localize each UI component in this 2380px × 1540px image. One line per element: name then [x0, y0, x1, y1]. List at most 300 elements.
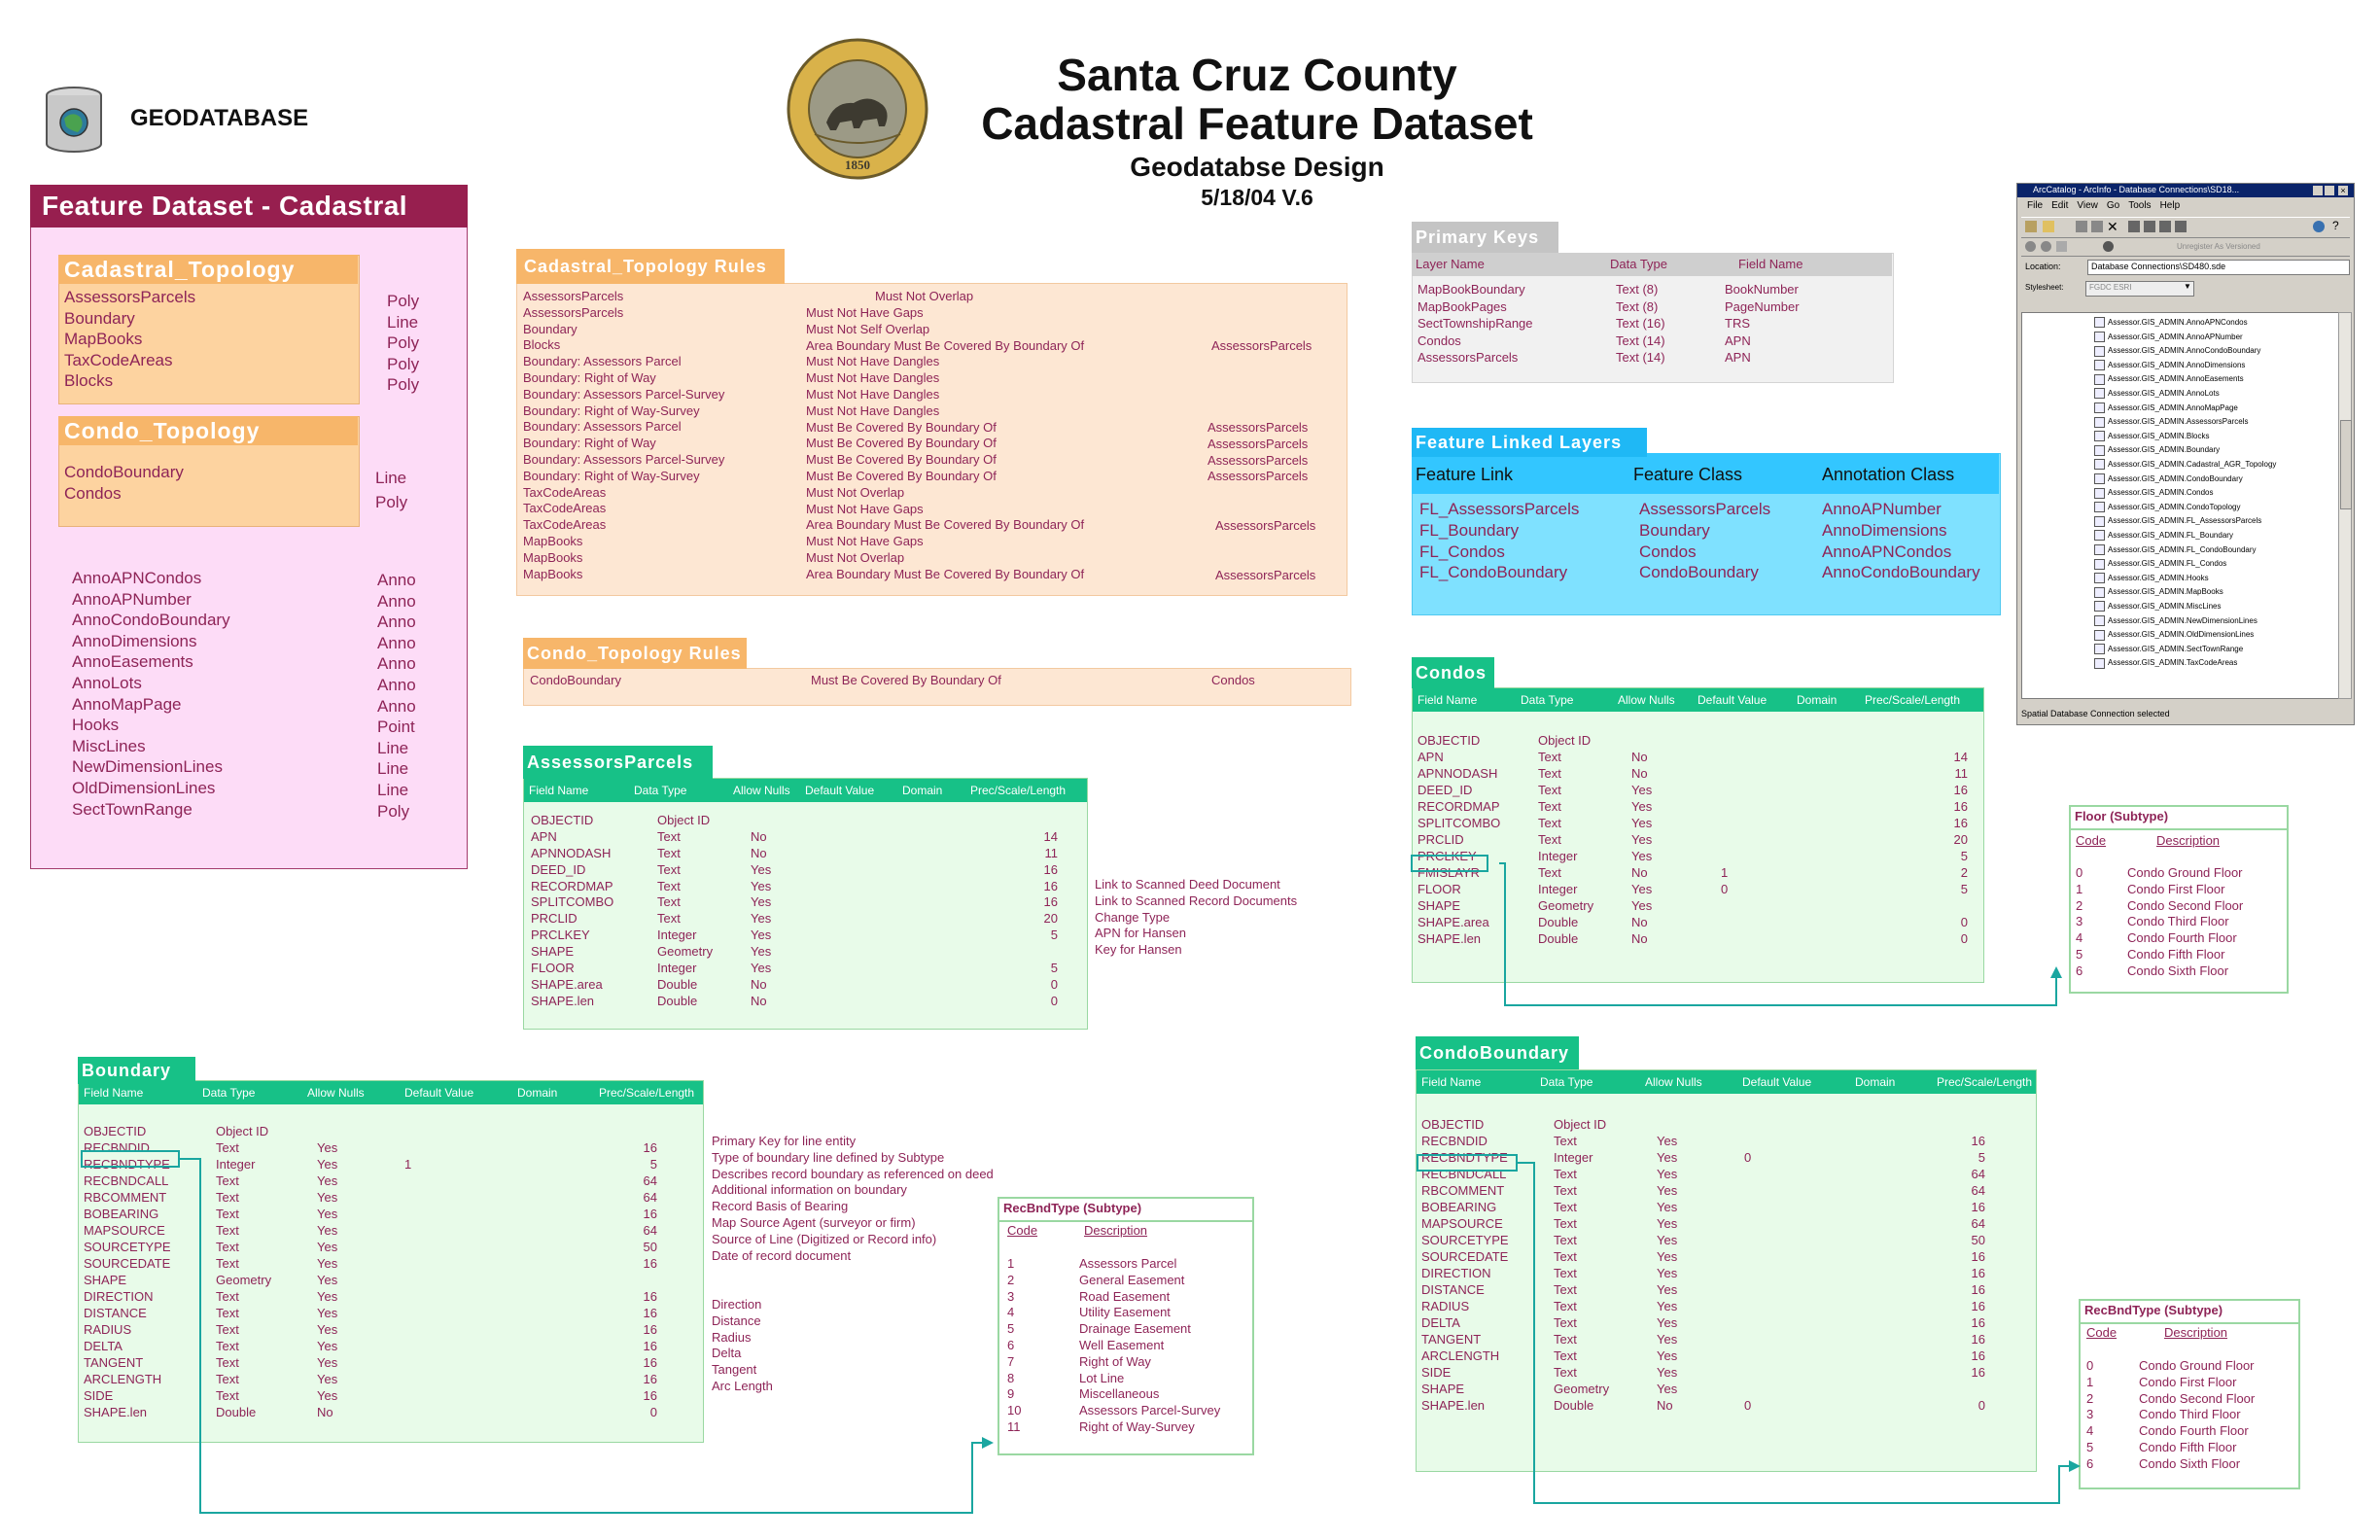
subtype-desc: Condo Ground Floor	[2127, 865, 2243, 880]
catalog-tree-item[interactable]	[2094, 544, 2257, 556]
table-cell: DEED_ID	[1418, 783, 1473, 797]
list-icon[interactable]	[2144, 221, 2155, 232]
identify-icon[interactable]	[2103, 241, 2114, 252]
catalog-tree-item[interactable]	[2094, 644, 2243, 655]
table-cell: 0	[1721, 882, 1729, 896]
topology-feature-name: TaxCodeAreas	[64, 350, 173, 369]
paste-icon[interactable]	[2091, 221, 2103, 232]
table-cell: Yes	[751, 944, 772, 960]
table-cell: 16	[1971, 1266, 1985, 1280]
table-cell: Text	[1554, 1167, 1577, 1181]
catalog-tree-item[interactable]	[2094, 629, 2254, 641]
rule-feature: TaxCodeAreas	[523, 501, 607, 516]
subtype-desc: Condo First Floor	[2139, 1374, 2237, 1389]
subtype-code: 6	[1007, 1337, 1015, 1352]
copy-icon[interactable]	[2076, 221, 2087, 232]
table-cell: 0	[1960, 915, 1968, 929]
catalog-tree-item[interactable]	[2094, 487, 2213, 499]
table-cell: PRCLID	[1418, 832, 1464, 847]
table-cell: SHAPE	[84, 1273, 127, 1287]
rule-feature: Boundary: Assessors Parcel	[523, 354, 682, 369]
table-cell: TANGENT	[84, 1355, 144, 1370]
table-cell: RECORDMAP	[531, 878, 613, 893]
catalog-tree-item-label: Assessor.GIS_ADMIN.CondoTopology	[2108, 502, 2241, 511]
table-cell: Yes	[317, 1140, 338, 1155]
subtype-code: 4	[2086, 1423, 2094, 1439]
table-cell: Yes	[317, 1388, 338, 1403]
table-column-header: Prec/Scale/Length	[599, 1086, 695, 1100]
table-cell: Double	[657, 976, 698, 992]
feature-class-icon	[2094, 445, 2105, 456]
table-cell: APN	[1418, 750, 1444, 764]
menu-item-go[interactable]: Go	[2106, 200, 2120, 211]
catalog-tree-item-label: Assessor.GIS_ADMIN.Boundary	[2108, 445, 2221, 455]
table-cell: Text	[1538, 799, 1561, 814]
rule-feature: TaxCodeAreas	[523, 484, 607, 500]
zoom-out-icon[interactable]	[2041, 241, 2051, 252]
stylesheet-label: Stylesheet:	[2025, 283, 2064, 292]
primary-keys-title: Primary Keys	[1412, 222, 1558, 253]
table-column-header: Data Type	[1540, 1075, 1593, 1089]
field-note: Key for Hansen	[1095, 942, 1182, 958]
zoom-in-icon[interactable]	[2025, 241, 2036, 252]
condo-rule-feature: CondoBoundary	[530, 673, 621, 687]
catalog-tree-item[interactable]	[2094, 345, 2260, 357]
table-cell: SHAPE	[1418, 898, 1461, 913]
table-cell: Text	[216, 1372, 239, 1386]
rule-target: AssessorsParcels	[1208, 452, 1309, 468]
stylesheet-select[interactable]	[2085, 281, 2194, 297]
rule-target: AssessorsParcels	[1208, 469, 1309, 484]
topology-feature-type: Poly	[387, 354, 420, 373]
table-cell: 16	[1971, 1134, 1985, 1148]
table-cell: 16	[1971, 1200, 1985, 1214]
table-cell: Yes	[1631, 898, 1653, 913]
table-cell: Yes	[317, 1223, 338, 1238]
menu-item-help[interactable]: Help	[2159, 200, 2181, 211]
recbndtype-condo-desc-header: Description	[2164, 1325, 2228, 1340]
table-column-header: Allow Nulls	[1618, 693, 1675, 707]
subtype-code: 1	[2076, 881, 2083, 896]
catalog-tree-item[interactable]	[2094, 416, 2248, 428]
subtype-desc: Assessors Parcel-Survey	[1079, 1403, 1221, 1418]
arccatalog-menubar	[2027, 200, 2188, 211]
table-column-header: Field Name	[1421, 1075, 1482, 1089]
rule-text: Must Not Have Gaps	[806, 534, 924, 549]
pk-type: Text (14)	[1616, 332, 1665, 348]
linked-anno: AnnoCondoBoundary	[1822, 563, 1980, 582]
annotation-class-name: Hooks	[72, 716, 120, 735]
table-cell: Yes	[1657, 1200, 1678, 1214]
rule-text: Must Be Covered By Boundary Of	[806, 468, 997, 483]
table-cell: No	[1631, 766, 1648, 781]
subtype-code: 2	[2076, 897, 2083, 913]
table-cell: Text	[1554, 1266, 1577, 1280]
topology-feature-type: Poly	[387, 292, 420, 310]
table-cell: SOURCEDATE	[84, 1256, 171, 1271]
table-cell: Text	[216, 1140, 239, 1155]
table-cell: No	[751, 828, 767, 844]
table-cell: 20	[1043, 911, 1058, 927]
table-cell: 16	[1953, 816, 1968, 830]
table-cell: Yes	[1657, 1348, 1678, 1363]
table-cell: Double	[1538, 931, 1579, 946]
subtype-code: 4	[2076, 930, 2083, 946]
arccatalog-titlebar	[2017, 184, 2354, 197]
table-column-header: Data Type	[634, 784, 687, 797]
table-cell: SOURCETYPE	[1421, 1233, 1509, 1247]
feature-class-icon	[2094, 530, 2105, 541]
rule-text: Area Boundary Must Be Covered By Boundary Of	[806, 517, 1085, 533]
table-cell: Yes	[751, 928, 772, 943]
cadastral-rule-target-blocks: AssessorsParcels	[1211, 338, 1312, 353]
table-cell: No	[751, 993, 767, 1008]
table-cell: Text	[1538, 766, 1561, 781]
cadastral-rule-first: Must Not Overlap	[875, 289, 974, 303]
table-cell: RBCOMMENT	[1421, 1183, 1505, 1198]
catalog-tree-item-label: Assessor.GIS_ADMIN.AnnoAPNumber	[2108, 332, 2243, 341]
topology-feature-type: Line	[375, 469, 407, 487]
catalog-tree-item-label: Assessor.GIS_ADMIN.Blocks	[2108, 431, 2210, 440]
table-cell: 14	[1043, 828, 1058, 844]
table-cell: Double	[216, 1405, 257, 1419]
table-column-header: Default Value	[404, 1086, 474, 1100]
table-cell: Yes	[1657, 1216, 1678, 1231]
table-cell: Text	[1554, 1134, 1577, 1148]
table-cell: Text	[1554, 1216, 1577, 1231]
catalog-tree-item[interactable]	[2094, 373, 2244, 385]
table-cell: ARCLENGTH	[84, 1372, 162, 1386]
chevron-down-icon[interactable]: ▼	[2184, 282, 2191, 291]
table-cell: Double	[1538, 915, 1579, 929]
subtype-desc: Condo First Floor	[2127, 881, 2225, 896]
catalog-tree-item[interactable]	[2094, 530, 2233, 542]
table-cell: 0	[1744, 1398, 1752, 1413]
menu-item-edit[interactable]: Edit	[2051, 200, 2069, 211]
table-column-header: Field Name	[1418, 693, 1478, 707]
subtype-desc: Condo Ground Floor	[2139, 1358, 2255, 1373]
catalog-tree-item-label: Assessor.GIS_ADMIN.AnnoLots	[2108, 389, 2220, 398]
table-cell: Yes	[317, 1372, 338, 1386]
tree-scrollbar-thumb[interactable]	[2340, 420, 2352, 509]
subtype-code: 5	[2076, 946, 2083, 962]
menu-item-file[interactable]: File	[2027, 200, 2044, 211]
catalog-tree-item[interactable]	[2094, 431, 2209, 442]
table-cell: SOURCETYPE	[84, 1240, 171, 1254]
table-cell: 14	[1953, 750, 1968, 764]
table-cell: Text	[1554, 1183, 1577, 1198]
table-cell: 64	[1971, 1216, 1985, 1231]
catalog-tree-item[interactable]	[2094, 332, 2243, 343]
annotation-class-type: Anno	[377, 591, 416, 611]
catalog-tree-item[interactable]	[2094, 601, 2221, 612]
feature-class-icon	[2094, 317, 2105, 328]
delete-icon[interactable]: ✕	[2107, 219, 2118, 234]
table-cell: Yes	[317, 1207, 338, 1221]
field-note: Tangent	[712, 1362, 757, 1378]
arccatalog-toolbar	[2021, 217, 2350, 238]
table-cell: APN	[531, 828, 557, 844]
maximize-button[interactable]	[2325, 186, 2334, 195]
catalog-tree-item[interactable]	[2094, 317, 2248, 329]
thumbnails-icon[interactable]	[2175, 221, 2187, 232]
up-icon[interactable]	[2043, 221, 2054, 232]
table-cell: 16	[1953, 799, 1968, 814]
feature-class-icon	[2094, 516, 2105, 527]
table-column-header: Domain	[1797, 693, 1838, 707]
table-cell: 16	[643, 1256, 657, 1271]
table-column-header: Prec/Scale/Length	[1865, 693, 1961, 707]
cadastral-rules-title: Cadastral_Topology Rules	[516, 249, 785, 284]
feature-class-icon	[2094, 417, 2105, 428]
table-column-header: Data Type	[202, 1086, 256, 1100]
feature-class-icon	[2094, 360, 2105, 370]
annotation-class-name: AnnoAPNCondos	[72, 569, 202, 587]
details-icon[interactable]	[2159, 221, 2171, 232]
table-cell: No	[1631, 915, 1648, 929]
table-cell: 5	[1050, 928, 1058, 943]
rule-feature: Boundary: Right of Way-Survey	[523, 468, 700, 483]
catalog-tree-item[interactable]	[2094, 586, 2223, 598]
catalog-tree-item[interactable]	[2094, 388, 2220, 400]
catalog-tree-item-label: Assessor.GIS_ADMIN.AnnoEasements	[2108, 374, 2244, 384]
table-cell: No	[317, 1405, 333, 1419]
table-cell: Yes	[1631, 832, 1653, 847]
table-cell: 5	[649, 1157, 657, 1172]
table-cell: Yes	[1657, 1183, 1678, 1198]
feature-class-icon	[2094, 346, 2105, 357]
table-cell: DISTANCE	[84, 1306, 147, 1320]
table-cell: 16	[643, 1207, 657, 1221]
table-cell: Text	[1538, 783, 1561, 797]
table-cell: RECBNDTYPE	[1421, 1150, 1508, 1165]
field-note: Distance	[712, 1312, 761, 1328]
table-cell: 16	[643, 1322, 657, 1337]
subtype-desc: Condo Sixth Floor	[2139, 1455, 2241, 1471]
catalog-tree-item[interactable]	[2094, 444, 2220, 456]
tree-scrollbar[interactable]	[2338, 312, 2352, 699]
table-cell: Yes	[1657, 1365, 1678, 1380]
feature-class-icon	[2094, 388, 2105, 399]
table-cell: Text	[1554, 1233, 1577, 1247]
menu-item-tools[interactable]: Tools	[2128, 200, 2152, 211]
table-cell: Object ID	[1554, 1117, 1607, 1132]
catalog-tree-item[interactable]	[2094, 657, 2237, 669]
catalog-tree-item[interactable]	[2094, 515, 2261, 527]
table-cell: 16	[1043, 894, 1058, 910]
catalog-tree-item[interactable]	[2094, 473, 2243, 485]
feature-class-icon	[2094, 559, 2105, 570]
table-cell: RADIUS	[1421, 1299, 1470, 1313]
table-cell: 64	[643, 1223, 657, 1238]
table-cell: 16	[1043, 861, 1058, 877]
catalog-tree-item-label: Assessor.GIS_ADMIN.MiscLines	[2108, 602, 2222, 611]
table-cell: RECBNDCALL	[84, 1173, 169, 1188]
menu-item-view[interactable]: View	[2077, 200, 2098, 211]
field-note: Additional information on boundary	[712, 1182, 907, 1198]
pk-layer: MapBookBoundary	[1418, 282, 1525, 297]
table-cell: Text	[657, 894, 681, 910]
table-cell: DELTA	[1421, 1315, 1460, 1330]
table-cell: DELTA	[84, 1339, 122, 1353]
annotation-class-type: Anno	[377, 675, 416, 694]
rule-feature: AssessorsParcels	[523, 289, 624, 303]
annotation-class-type: Line	[377, 759, 409, 779]
catalog-tree-item-label: Assessor.GIS_ADMIN.TaxCodeAreas	[2108, 658, 2238, 668]
table-cell: Yes	[317, 1240, 338, 1254]
feature-class-icon	[2094, 431, 2105, 441]
subtype-desc: Miscellaneous	[1079, 1386, 1160, 1402]
annotation-class-name: AnnoCondoBoundary	[72, 611, 230, 630]
table-cell: SPLITCOMBO	[1418, 816, 1501, 830]
field-note: Link to Scanned Deed Document	[1095, 877, 1280, 892]
linked-link: FL_Boundary	[1419, 520, 1520, 540]
table-cell: Text	[657, 861, 681, 877]
pk-type: Text (14)	[1616, 350, 1665, 365]
table-cell: RECBNDCALL	[1421, 1167, 1507, 1181]
pk-field: APN	[1725, 350, 1751, 365]
catalog-tree-item[interactable]	[2094, 459, 2276, 471]
table-cell: Double	[1554, 1398, 1594, 1413]
linked-layers-title: Feature Linked Layers	[1412, 428, 1647, 457]
table-cell: Text	[216, 1322, 239, 1337]
rule-text: Must Not Have Gaps	[806, 305, 924, 320]
large-icons-icon[interactable]	[2128, 221, 2140, 232]
topology-feature-name: MapBooks	[64, 330, 143, 349]
table-cell: 5	[1960, 882, 1968, 896]
location-field[interactable]	[2087, 260, 2350, 275]
rule-target: AssessorsParcels	[1208, 420, 1309, 435]
subtype-desc: Condo Third Floor	[2139, 1407, 2241, 1422]
catalog-tree-item[interactable]	[2094, 402, 2238, 414]
table-cell: Text	[1554, 1200, 1577, 1214]
annotation-class-type: Line	[377, 738, 409, 757]
connect-icon[interactable]	[2025, 221, 2037, 232]
table-cell: Yes	[1657, 1382, 1678, 1396]
floor-subtype-title: Floor (Subtype)	[2075, 809, 2169, 823]
table-cell: MAPSOURCE	[1421, 1216, 1503, 1231]
table-cell: Yes	[1657, 1150, 1678, 1165]
rule-text: Must Not Have Dangles	[806, 370, 940, 386]
annotation-class-name: SectTownRange	[72, 799, 192, 819]
subtype-code: 11	[1007, 1418, 1021, 1434]
topology-feature-name: Blocks	[64, 371, 114, 391]
linked-link: FL_AssessorsParcels	[1419, 500, 1580, 518]
field-note: APN for Hansen	[1095, 926, 1186, 941]
table-cell: DIRECTION	[84, 1289, 154, 1304]
table-cell: 16	[643, 1140, 657, 1155]
table-cell: BOBEARING	[84, 1207, 159, 1221]
subtype-desc: Right of Way	[1079, 1353, 1151, 1369]
table-cell: 16	[643, 1339, 657, 1353]
linked-anno: AnnoAPNCondos	[1822, 542, 1952, 561]
subtype-desc: Condo Fourth Floor	[2139, 1423, 2249, 1439]
table-cell: SHAPE.area	[1418, 915, 1489, 929]
table-cell: Text	[216, 1240, 239, 1254]
table-cell: 50	[1971, 1233, 1985, 1247]
seal-year: 1850	[845, 158, 870, 172]
pk-type: Text (8)	[1616, 282, 1659, 297]
annotation-class-name: AnnoDimensions	[72, 631, 197, 650]
catalog-tree-panel	[2021, 312, 2342, 699]
table-cell: Text	[216, 1289, 239, 1304]
subtype-code: 3	[1007, 1288, 1015, 1304]
rule-feature: Boundary: Assessors Parcel	[523, 419, 682, 435]
field-note: Type of boundary line defined by Subtype	[712, 1149, 945, 1165]
primary-keys-header-type: Data Type	[1610, 257, 1668, 271]
table-cell: APNNODASH	[1418, 766, 1498, 781]
topology-feature-name: Condos	[64, 483, 122, 503]
version-label[interactable]: Unregister As Versioned	[2177, 242, 2260, 251]
table-cell: Yes	[317, 1339, 338, 1353]
table-cell: 64	[643, 1190, 657, 1205]
recbndtype-code-header: Code	[1007, 1223, 1038, 1238]
pk-type: Text (16)	[1616, 316, 1665, 331]
subtype-code: 2	[1007, 1272, 1015, 1287]
table-cell: Yes	[751, 878, 772, 893]
table-cell: OBJECTID	[84, 1124, 147, 1138]
table-cell: SIDE	[1421, 1365, 1452, 1380]
page-title-1: Santa Cruz County	[1057, 50, 1457, 100]
stylesheet-value: FGDC ESRI	[2089, 283, 2132, 292]
table-cell: APNNODASH	[531, 845, 612, 860]
annotation-class-type: Anno	[377, 696, 416, 716]
field-note: Direction	[712, 1296, 762, 1312]
table-cell: Text	[657, 911, 681, 927]
table-cell: 16	[643, 1306, 657, 1320]
feature-class-icon	[2094, 473, 2105, 484]
globe-icon[interactable]	[2313, 221, 2325, 232]
table-cell: BOBEARING	[1421, 1200, 1497, 1214]
table-cell: Geometry	[657, 944, 714, 960]
table-cell: SHAPE.len	[1418, 931, 1482, 946]
catalog-tree-item[interactable]	[2094, 360, 2245, 371]
table-column-header: Prec/Scale/Length	[1937, 1075, 2033, 1089]
catalog-tree-item[interactable]	[2094, 558, 2226, 570]
table-cell: PRCLKEY	[1418, 849, 1477, 863]
linked-class: CondoBoundary	[1639, 563, 1759, 582]
minimize-button[interactable]	[2313, 186, 2323, 195]
help-icon[interactable]: ?	[2332, 219, 2339, 232]
catalog-tree-item[interactable]	[2094, 573, 2209, 584]
table-cell: 16	[643, 1355, 657, 1370]
subtype-desc: Lot Line	[1079, 1370, 1125, 1385]
subtype-code: 0	[2076, 865, 2083, 880]
rule-text: Must Not Have Dangles	[806, 354, 940, 369]
catalog-tree-item[interactable]	[2094, 502, 2241, 513]
table-cell: No	[1657, 1398, 1673, 1413]
feature-class-icon	[2094, 402, 2105, 413]
field-note: Arc Length	[712, 1378, 773, 1393]
close-button[interactable]: ×	[2338, 186, 2348, 195]
table-cell: 50	[643, 1240, 657, 1254]
table-column-header: Field Name	[84, 1086, 144, 1100]
table-cell: 5	[1960, 849, 1968, 863]
field-note: Source of Line (Digitized or Record info)	[712, 1231, 937, 1246]
table-column-header: Default Value	[1742, 1075, 1812, 1089]
table-cell: Text	[1538, 816, 1561, 830]
field-note: Radius	[712, 1329, 752, 1345]
field-note: Primary Key for line entity	[712, 1134, 857, 1148]
catalog-tree-item[interactable]	[2094, 615, 2258, 627]
condo-rules-title: Condo_Topology Rules	[523, 638, 747, 669]
table-cell: Yes	[1657, 1167, 1678, 1181]
recbndtype-condo-title: RecBndType (Subtype)	[2084, 1303, 2223, 1317]
table-cell: 0	[1978, 1398, 1985, 1413]
pan-icon[interactable]	[2056, 241, 2067, 252]
rule-feature: Boundary: Right of Way	[523, 369, 656, 385]
field-note: Record Basis of Bearing	[712, 1199, 849, 1214]
